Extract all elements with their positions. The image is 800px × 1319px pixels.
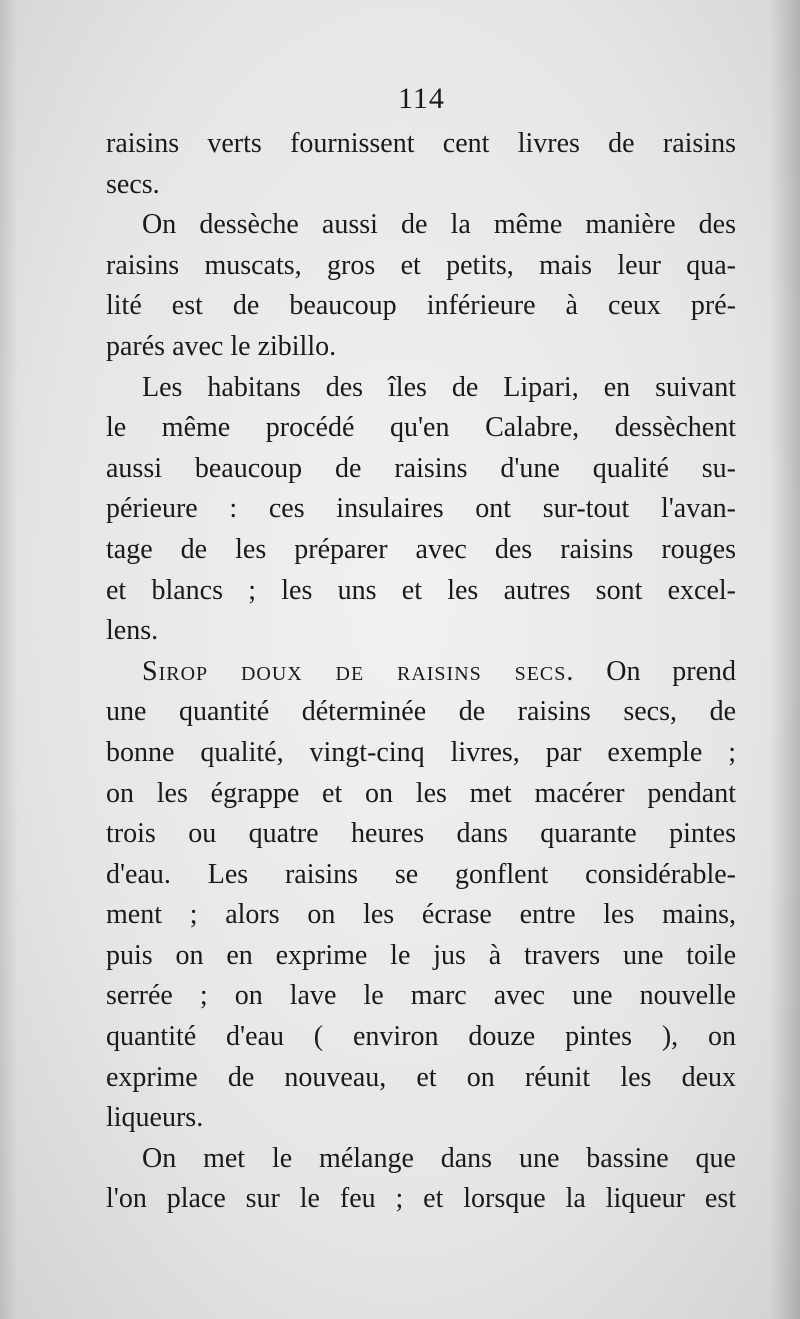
page-number: 114 [398,82,445,115]
page-right-shadow [770,0,800,1319]
line-text: l'on place sur le feu ; et lorsque la liqueur est [106,1183,736,1215]
line-text: tage de les préparer avec des raisins rouges [106,533,736,565]
text-line [106,408,736,449]
line-text: le même procédé qu'en Calabre, dessèchent [106,412,736,444]
text-line [106,936,736,977]
line-text: puis on en exprime le jus à travers une toile [106,939,736,971]
text-line [106,774,736,815]
text-line [106,1058,736,1099]
text-line [106,124,736,165]
text-line [106,327,736,368]
text-line [106,895,736,936]
text-line [106,814,736,855]
line-text: ment ; alors on les écrase entre les mains, [106,899,736,931]
text-line [106,286,736,327]
text-line [106,611,736,652]
line-text: périeure : ces insulaires ont sur-tout l'avan- [106,493,736,525]
text-line [106,976,736,1017]
line-text: Les habitans des îles de Lipari, en suivant [142,371,736,403]
text-line [106,1017,736,1058]
line-text: lens. [106,615,159,647]
text-line [106,246,736,287]
line-text: on les égrappe et on les met macérer pendant [106,777,736,809]
text-line [106,1098,736,1139]
text-line [106,652,736,693]
line-text: trois ou quatre heures dans quarante pintes [106,818,736,850]
text-line [106,165,736,206]
text-line [106,205,736,246]
line-text: et blancs ; les uns et les autres sont excel- [106,574,736,606]
line-text: raisins verts fournissent cent livres de raisins [106,128,736,159]
line-text: bonne qualité, vingt-cinq livres, par exemple ; [106,736,736,768]
line-text: quantité d'eau ( environ douze pintes ), on [106,1021,736,1053]
page-body-text [106,124,736,1220]
text-line [106,449,736,490]
text-line [106,489,736,530]
line-text: raisins muscats, gros et petits, mais leur qua- [106,249,736,281]
line-text: exprime de nouveau, et on réunit les deux [106,1061,736,1093]
line-text: d'eau. Les raisins se gonflent considérable- [106,858,736,890]
line-text: une quantité déterminée de raisins secs, de [106,696,736,728]
text-line [106,733,736,774]
page-left-shadow [0,0,18,1319]
text-line [106,530,736,571]
line-text: On prend [606,655,736,687]
line-text: serrée ; on lave le marc avec une nouvelle [106,980,736,1012]
line-text: liqueurs. [106,1102,204,1134]
line-text: aussi beaucoup de raisins d'une qualité su- [106,452,736,484]
section-heading: Sirop doux de raisins secs. [142,655,575,687]
text-line [106,1179,736,1220]
text-line [106,692,736,733]
line-text: On met le mélange dans une bassine que [142,1142,736,1174]
text-line [106,571,736,612]
text-line [106,855,736,896]
line-text: lité est de beaucoup inférieure à ceux pré- [106,290,736,322]
line-text: On dessèche aussi de la même manière des [142,209,736,241]
line-text: secs. [106,168,160,200]
line-text: parés avec le zibillo. [106,330,337,362]
text-line [106,1139,736,1180]
text-line [106,368,736,409]
